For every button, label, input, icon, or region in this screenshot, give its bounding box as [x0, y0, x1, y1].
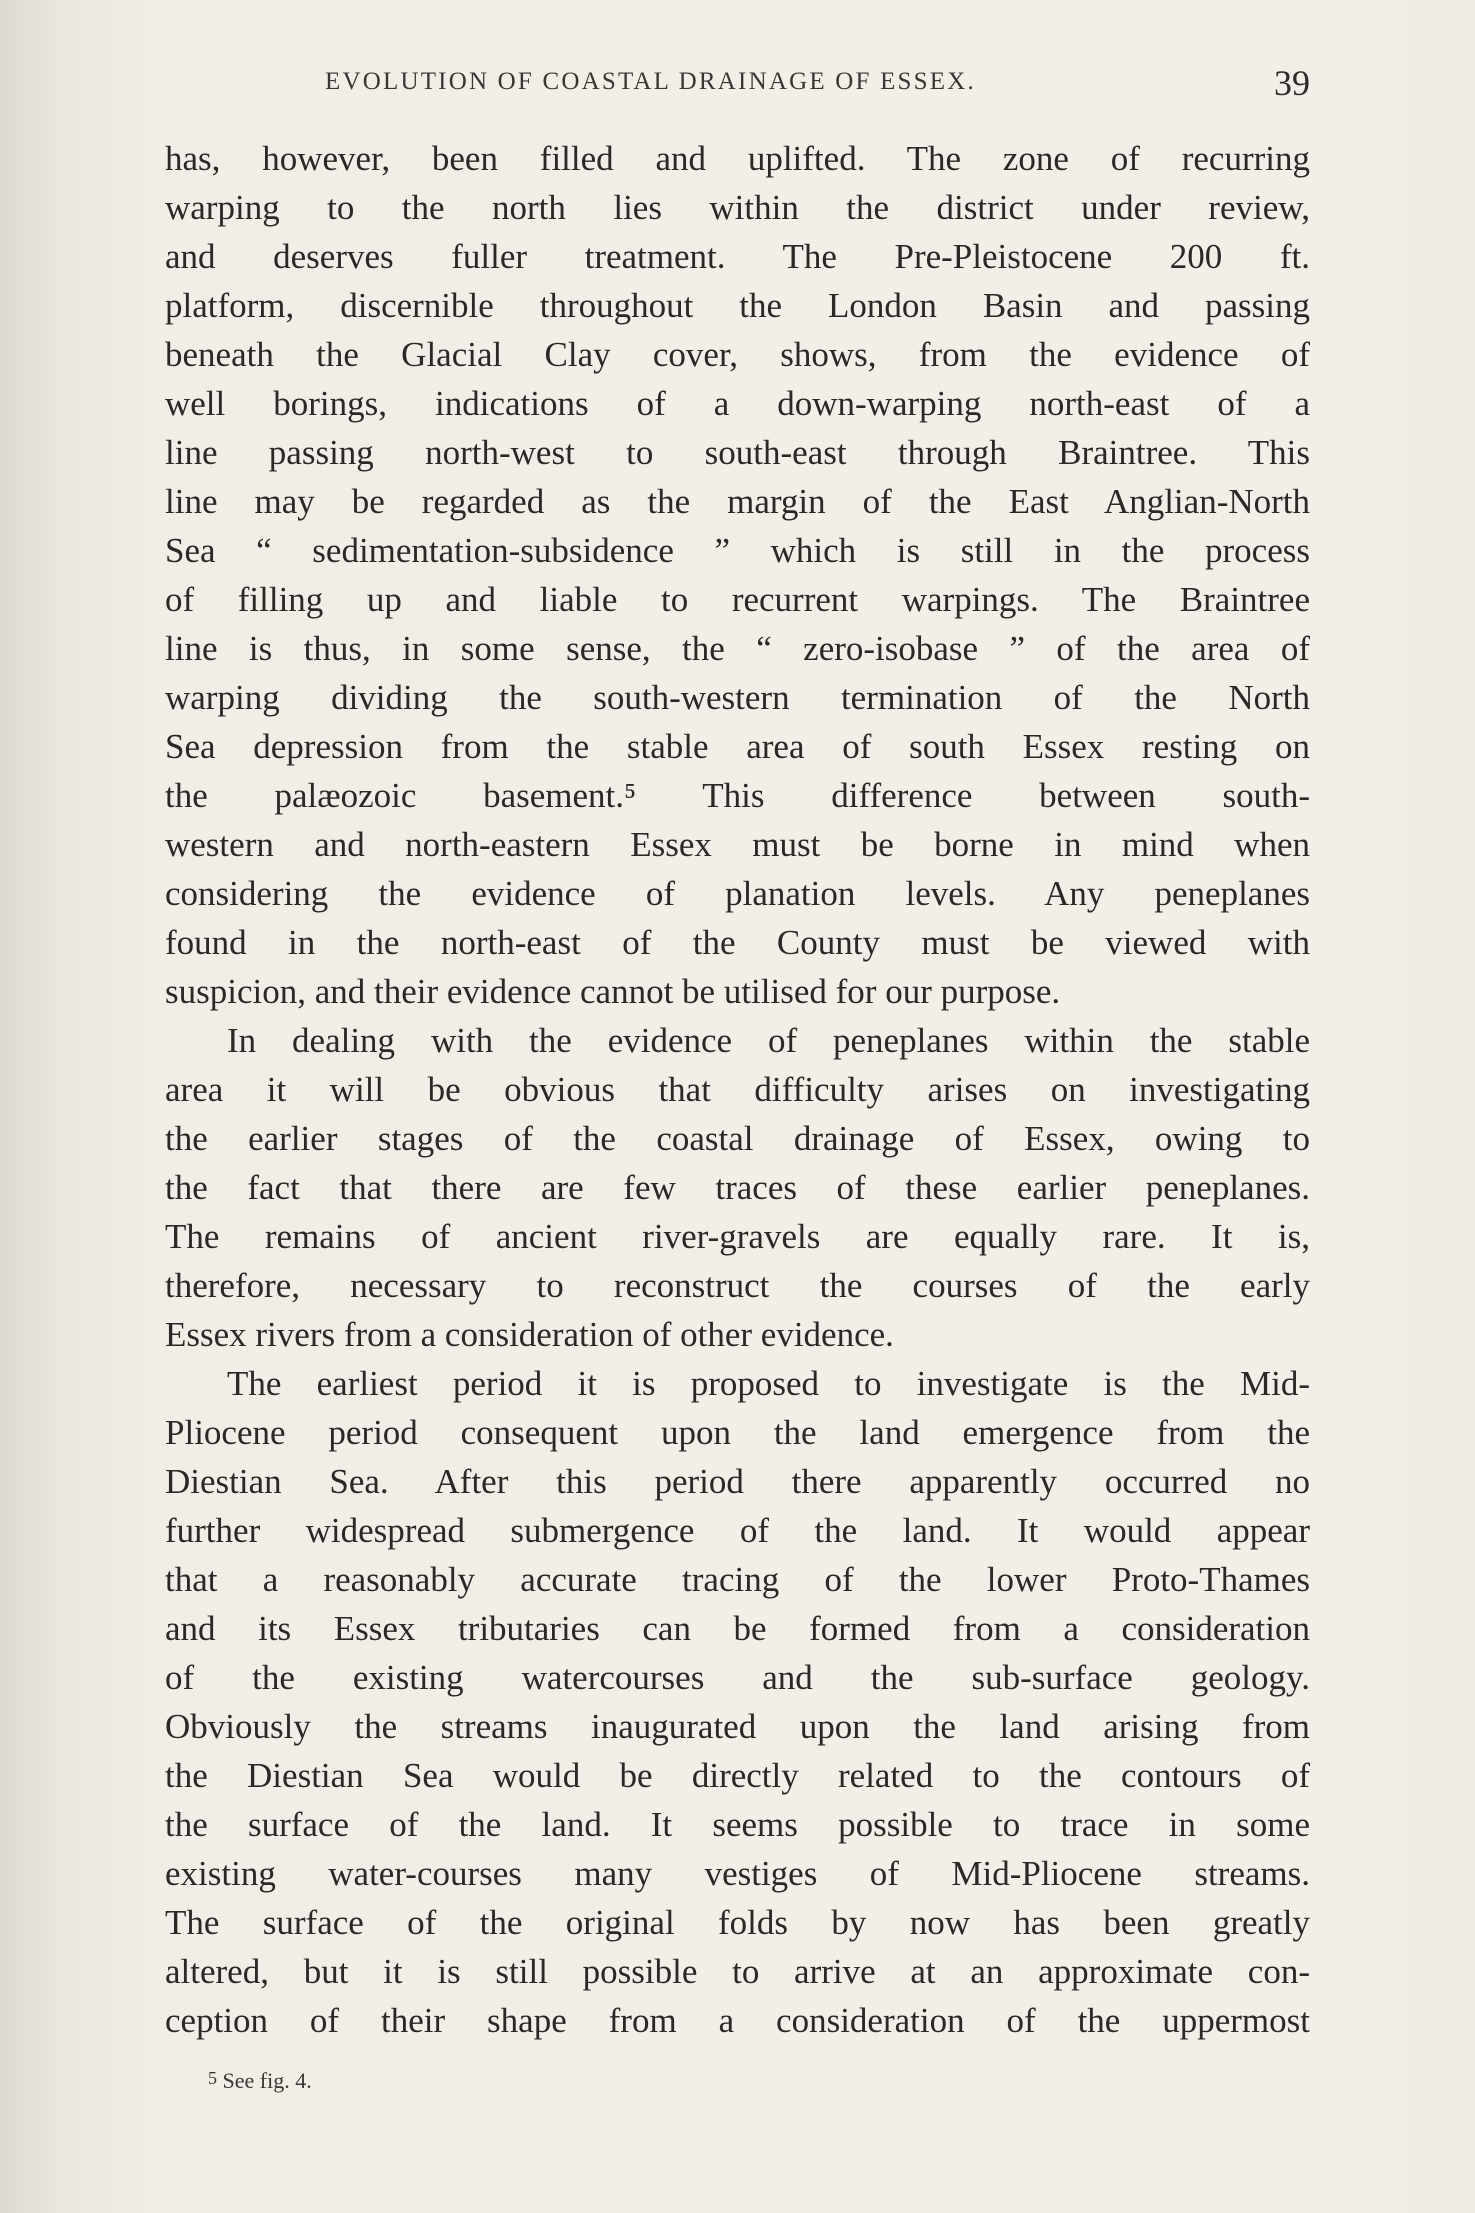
text-line: beneath the Glacial Clay cover, shows, from the evidence of — [165, 335, 1310, 374]
running-head — [165, 64, 1310, 104]
paragraph-start-line: In dealing with the evidence of peneplanes within the stable — [227, 1021, 1310, 1060]
text-line: warping dividing the south-western termination of the North — [165, 678, 1310, 717]
text-line: and its Essex tributaries can be formed from a consideration — [165, 1609, 1310, 1648]
text-line: Obviously the streams inaugurated upon the land arising from — [165, 1707, 1310, 1746]
text-line: Sea “ sedimentation-subsidence ” which is still in the process — [165, 531, 1310, 570]
text-line: line is thus, in some sense, the “ zero-isobase ” of the area of — [165, 629, 1310, 668]
text-line: existing water-courses many vestiges of Mid-Pliocene streams. — [165, 1854, 1310, 1893]
text-line: warping to the north lies within the district under review, — [165, 188, 1310, 227]
footnote-text: See fig. 4. — [222, 2068, 312, 2093]
body-text — [165, 134, 1310, 2045]
text-line: the earlier stages of the coastal drainage of Essex, owing to — [165, 1119, 1310, 1158]
text-line: line may be regarded as the margin of the East Anglian-North — [165, 482, 1310, 521]
text-line: Pliocene period consequent upon the land emergence from the — [165, 1413, 1310, 1452]
footnote-marker: 5 — [208, 2068, 217, 2088]
text-line: The surface of the original folds by now has been greatly — [165, 1903, 1310, 1942]
text-line: the palæozoic basement.⁵ This difference between south- — [165, 776, 1310, 815]
text-line: found in the north-east of the County must be viewed with — [165, 923, 1310, 962]
text-line: therefore, necessary to reconstruct the courses of the early — [165, 1266, 1310, 1305]
text-line: well borings, indications of a down-warping north-east of a — [165, 384, 1310, 423]
text-line: of filling up and liable to recurrent warpings. The Braintree — [165, 580, 1310, 619]
text-line: the fact that there are few traces of these earlier peneplanes. — [165, 1168, 1310, 1207]
text-line: line passing north-west to south-east through Braintree. This — [165, 433, 1310, 472]
text-line: further widespread submergence of the land. It would appear — [165, 1511, 1310, 1550]
text-line: ception of their shape from a consideration of the uppermost — [165, 2001, 1310, 2040]
text-line: altered, but it is still possible to arrive at an approximate con- — [165, 1952, 1310, 1991]
text-line: has, however, been filled and uplifted. The zone of recurring — [165, 139, 1310, 178]
text-line: the surface of the land. It seems possible to trace in some — [165, 1805, 1310, 1844]
text-line: that a reasonably accurate tracing of the lower Proto-Thames — [165, 1560, 1310, 1599]
text-line: Sea depression from the stable area of south Essex resting on — [165, 727, 1310, 766]
page-number: 39 — [1274, 63, 1310, 103]
paragraph-start-line: The earliest period it is proposed to investigate is the Mid- — [227, 1364, 1310, 1403]
running-title: EVOLUTION OF COASTAL DRAINAGE OF ESSEX. — [325, 68, 976, 95]
footnote — [208, 2068, 312, 2094]
text-line: considering the evidence of planation levels. Any peneplanes — [165, 874, 1310, 913]
text-line: western and north-eastern Essex must be borne in mind when — [165, 825, 1310, 864]
text-line: suspicion, and their evidence cannot be utilised for our purpose. — [165, 972, 1061, 1011]
text-line: area it will be obvious that difficulty arises on investigating — [165, 1070, 1310, 1109]
text-line: Essex rivers from a consideration of other evidence. — [165, 1315, 894, 1354]
text-line: The remains of ancient river-gravels are equally rare. It is, — [165, 1217, 1310, 1256]
text-line: platform, discernible throughout the London Basin and passing — [165, 286, 1310, 325]
text-line: and deserves fuller treatment. The Pre-Pleistocene 200 ft. — [165, 237, 1310, 276]
text-line: of the existing watercourses and the sub-surface geology. — [165, 1658, 1310, 1697]
text-line: the Diestian Sea would be directly related to the contours of — [165, 1756, 1310, 1795]
text-line: Diestian Sea. After this period there apparently occurred no — [165, 1462, 1310, 1501]
